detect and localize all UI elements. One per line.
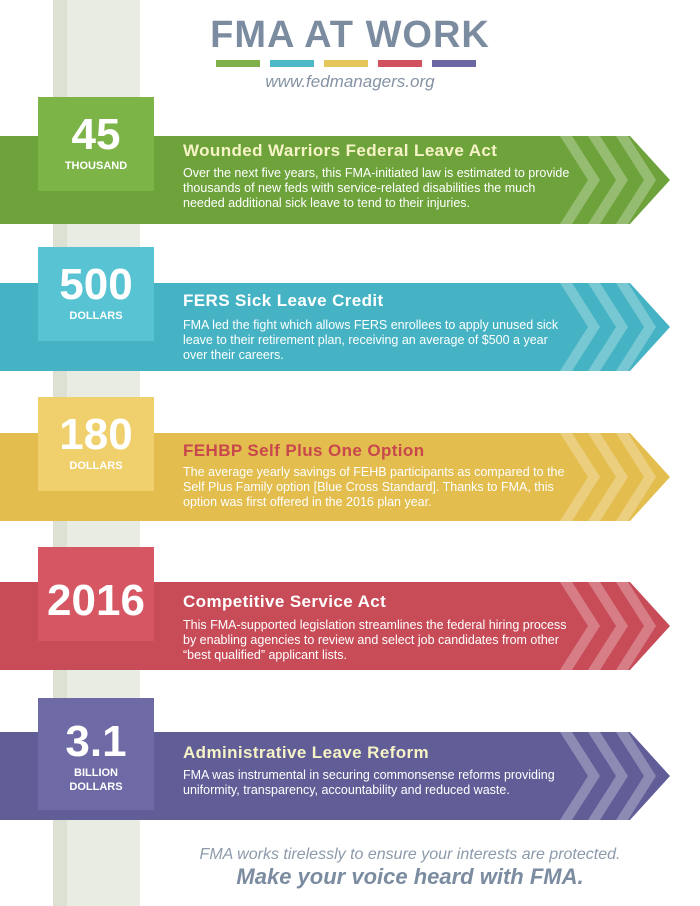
stat-unit: BILLION DOLLARS bbox=[69, 767, 123, 793]
item-description: FMA led the fight which allows FERS enrollees to apply unused sick leave to their retirement plan, receiving an average of $500 a year over their careers. bbox=[183, 318, 559, 362]
stat-number: 180 bbox=[59, 410, 133, 459]
stat-unit: DOLLARS bbox=[69, 460, 123, 472]
stat-number: 3.1 bbox=[65, 717, 127, 766]
item-description: FMA was instrumental in securing commonsense reforms providing uniformity, transparency, accountability and reduced waste. bbox=[183, 768, 555, 797]
item-title: Wounded Warriors Federal Leave Act bbox=[183, 141, 498, 160]
page-title: FMA AT WORK bbox=[210, 14, 490, 56]
stat-box bbox=[38, 547, 154, 641]
item-title: FERS Sick Leave Credit bbox=[183, 291, 384, 310]
color-bar-green bbox=[216, 60, 260, 67]
item-title: Administrative Leave Reform bbox=[183, 743, 430, 762]
item-description: Over the next five years, this FMA-initiated law is estimated to provide thousands of new feds with service-related disabilities the much needed additional sick leave to tend to their injuries. bbox=[183, 166, 570, 210]
item-description: This FMA-supported legislation streamlines the federal hiring process by enabling agencies to review and select job candidates from other “best qualified” applicant lists. bbox=[183, 618, 567, 662]
stat-box bbox=[38, 397, 154, 491]
footer-call-to-action: Make your voice heard with FMA. bbox=[236, 864, 584, 889]
stat-number: 500 bbox=[59, 260, 133, 309]
item-description: The average yearly savings of FEHB participants as compared to the Self Plus Family option [Blue Cross Standard]. Thanks to FMA, this option was first offered in the 2016 plan year. bbox=[183, 465, 565, 509]
stat-box bbox=[38, 247, 154, 341]
item-title: Competitive Service Act bbox=[183, 592, 387, 611]
website-link[interactable]: www.fedmanagers.org bbox=[265, 72, 435, 91]
stat-box bbox=[38, 698, 154, 810]
color-bar-yellow bbox=[324, 60, 368, 67]
stat-number: 2016 bbox=[47, 576, 145, 625]
color-bar-red bbox=[378, 60, 422, 67]
stat-unit: THOUSAND bbox=[64, 160, 128, 172]
stat-number: 45 bbox=[71, 110, 121, 159]
color-bar-teal bbox=[270, 60, 314, 67]
item-title: FEHBP Self Plus One Option bbox=[183, 441, 425, 460]
footer-tagline: FMA works tirelessly to ensure your interests are protected. bbox=[199, 846, 621, 863]
color-bar-purple bbox=[432, 60, 476, 67]
stat-box bbox=[38, 97, 154, 191]
stat-unit: DOLLARS bbox=[69, 310, 123, 322]
